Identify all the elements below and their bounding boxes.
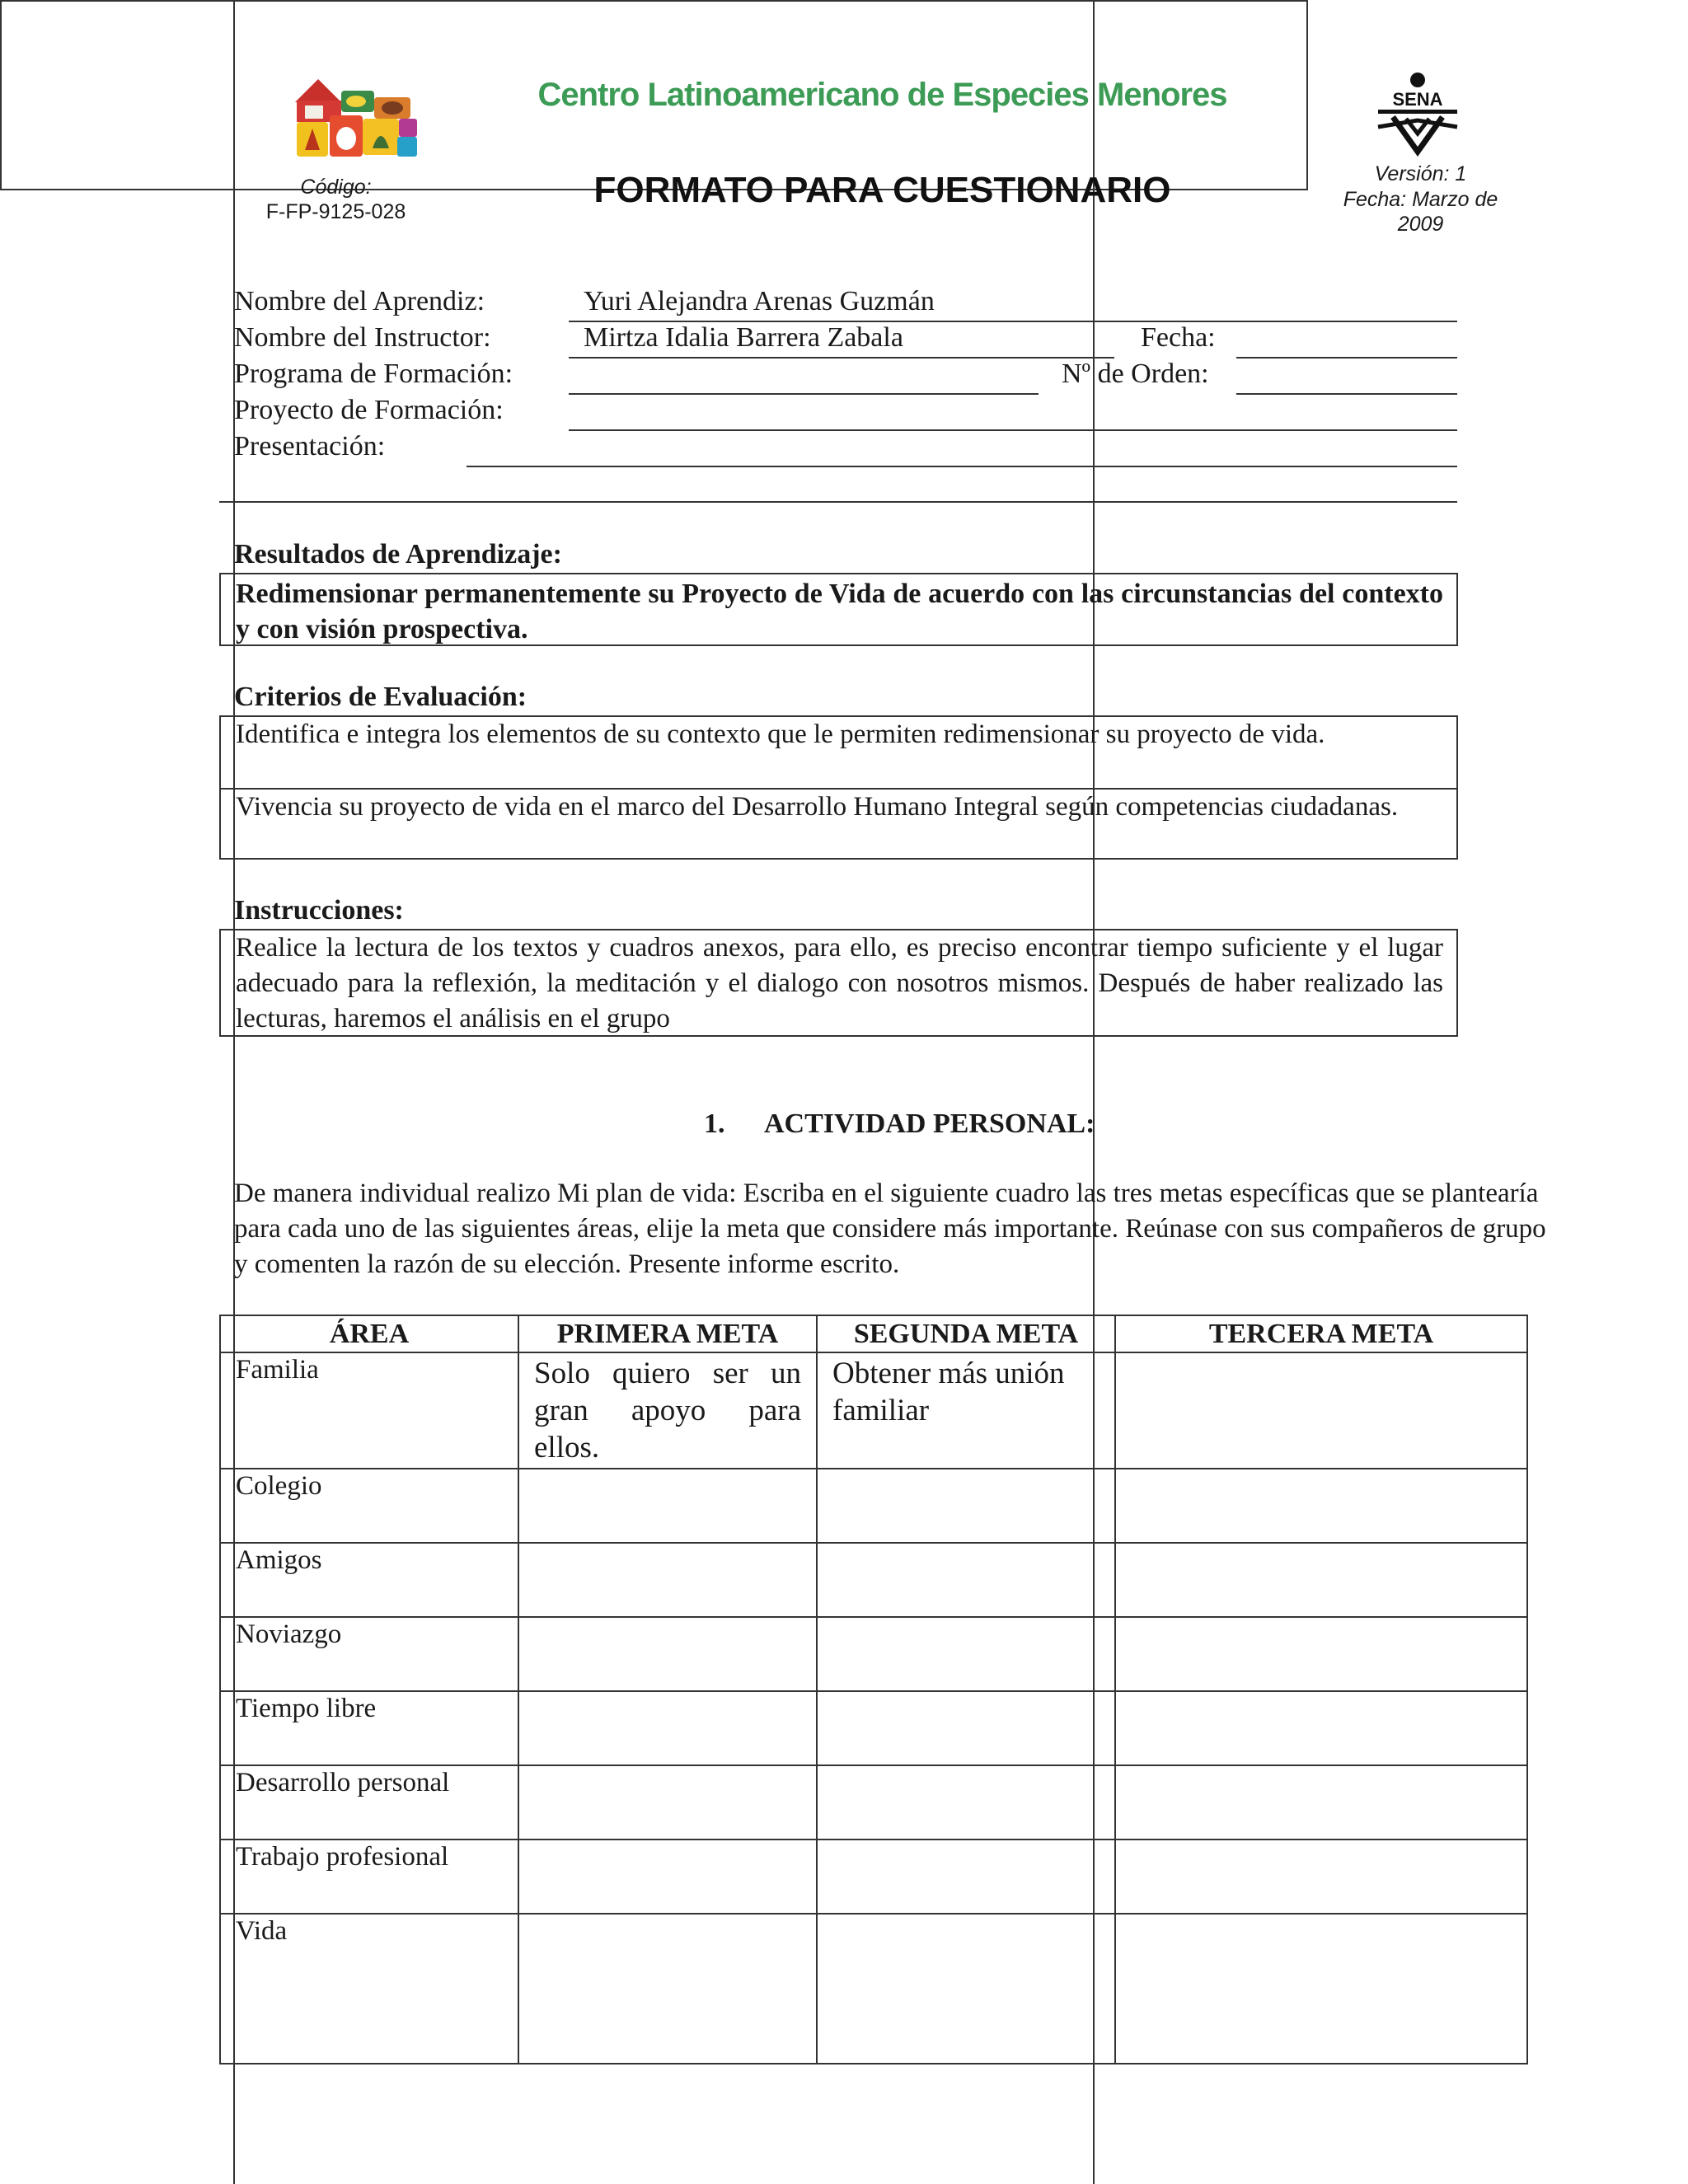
- presentation-line[interactable]: [467, 466, 1457, 467]
- header-third-goal: TERCERA META: [1115, 1315, 1527, 1352]
- first-goal-cell[interactable]: [518, 1691, 817, 1765]
- area-cell: Noviazgo: [220, 1617, 518, 1691]
- order-line[interactable]: [1236, 393, 1457, 395]
- criteria-box: [219, 715, 1458, 860]
- activity-description: De manera individual realizo Mi plan de vida: Escriba en el siguiente cuadro las tres metas específicas que se plantearía para cada uno de las siguientes áreas, elije la meta que considere más importante. Reúnase con sus compañeros de grupo y comenten la razón de su elección. Presente informe escrito.: [234, 1179, 1546, 1279]
- program-line[interactable]: [569, 393, 1039, 395]
- second-goal-cell[interactable]: [817, 1469, 1115, 1543]
- area-cell: Colegio: [220, 1469, 518, 1543]
- area-cell: Desarrollo personal: [220, 1765, 518, 1840]
- table-header-row: [220, 1315, 1527, 1352]
- code-label: Código:: [300, 176, 372, 199]
- sena-logo-icon: [1368, 69, 1467, 157]
- date-field-label: Fecha:: [1141, 322, 1216, 353]
- criteria-item-2: Vivencia su proyecto de vida en el marco del Desarrollo Humano Integral según competencias ciudadanas.: [236, 792, 1399, 822]
- project-label: Proyecto de Formación:: [234, 395, 504, 425]
- header-first-goal: PRIMERA META: [518, 1315, 817, 1352]
- criteria-item-1: Identifica e integra los elementos de su contexto que le permiten redimensionar su proyecto de vida.: [236, 719, 1325, 749]
- first-goal-cell[interactable]: [518, 1840, 817, 1914]
- instructions-text: Realice la lectura de los textos y cuadros anexos, para ello, es preciso encontrar tiempo suficiente y el lugar adecuado para la reflexión, la meditación y el dialogo con nosotros mismos. Después de haber realizado las lecturas, haremos el análisis en el grupo: [236, 933, 1443, 1033]
- table-row: [220, 1765, 1527, 1840]
- instructions-box: [219, 929, 1458, 1037]
- table-row: [220, 1691, 1527, 1765]
- instructor-line: [569, 357, 1114, 359]
- third-goal-cell[interactable]: [1115, 1914, 1527, 2064]
- version-label: Versión: 1: [1374, 162, 1467, 185]
- first-goal-cell[interactable]: [518, 1543, 817, 1617]
- second-goal-cell[interactable]: [817, 1765, 1115, 1840]
- first-goal-cell[interactable]: [518, 1469, 817, 1543]
- third-goal-cell[interactable]: [1115, 1765, 1527, 1840]
- third-goal-cell[interactable]: [1115, 1543, 1527, 1617]
- center-logo: [290, 71, 422, 170]
- form-title: FORMATO PARA CUESTIONARIO: [593, 170, 1171, 210]
- activity-title: ACTIVIDAD PERSONAL:: [764, 1108, 1095, 1139]
- second-goal-cell[interactable]: [817, 1617, 1115, 1691]
- goals-table: [219, 1315, 1528, 2064]
- date-field-line[interactable]: [1236, 357, 1457, 359]
- learning-results-heading: Resultados de Aprendizaje:: [234, 539, 562, 569]
- table-row: [220, 1352, 1527, 1469]
- first-goal-cell[interactable]: [518, 1914, 817, 2064]
- date-year: 2009: [1397, 213, 1444, 236]
- header-area: ÁREA: [220, 1315, 518, 1352]
- first-goal-cell[interactable]: [518, 1765, 817, 1840]
- code-value: F-FP-9125-028: [265, 200, 406, 223]
- activity-number: 1.: [704, 1108, 725, 1139]
- first-goal-cell[interactable]: [518, 1617, 817, 1691]
- third-goal-cell[interactable]: [1115, 1691, 1527, 1765]
- order-label: Nº de Orden:: [1062, 359, 1209, 389]
- program-label: Programa de Formación:: [234, 359, 513, 389]
- area-cell: Tiempo libre: [220, 1691, 518, 1765]
- instructor-value[interactable]: Mirtza Idalia Barrera Zabala: [584, 322, 903, 353]
- table-row: [220, 1469, 1527, 1543]
- third-goal-cell[interactable]: [1115, 1840, 1527, 1914]
- second-goal-cell[interactable]: [817, 1691, 1115, 1765]
- third-goal-cell[interactable]: [1115, 1352, 1527, 1469]
- organization-name: Centro Latinoamericano de Especies Menores: [537, 77, 1227, 113]
- table-row: [220, 1914, 1527, 2064]
- area-cell: Amigos: [220, 1543, 518, 1617]
- second-goal-cell[interactable]: [817, 1914, 1115, 2064]
- learning-results-box: [219, 573, 1458, 646]
- second-goal-cell[interactable]: [817, 1543, 1115, 1617]
- apprentice-label: Nombre del Aprendiz:: [234, 286, 485, 316]
- table-row: [220, 1543, 1527, 1617]
- table-row: [220, 1617, 1527, 1691]
- header-second-goal: SEGUNDA META: [817, 1315, 1115, 1352]
- apprentice-value[interactable]: Yuri Alejandra Arenas Guzmán: [584, 286, 935, 316]
- first-goal-cell[interactable]: Solo quiero ser un gran apoyo para ellos.: [518, 1352, 817, 1469]
- area-cell: Trabajo profesional: [220, 1840, 518, 1914]
- third-goal-cell[interactable]: [1115, 1617, 1527, 1691]
- instructor-label: Nombre del Instructor:: [234, 322, 491, 353]
- area-cell: Familia: [220, 1352, 518, 1469]
- learning-results-text: Redimensionar permanentemente su Proyecto de Vida de acuerdo con las circunstancias del contexto y con visión prospectiva.: [236, 579, 1443, 644]
- presentation-line-2[interactable]: [219, 501, 1457, 503]
- instructions-heading: Instrucciones:: [234, 895, 404, 926]
- header-left-cell: [0, 0, 235, 2184]
- table-row: [220, 1840, 1527, 1914]
- second-goal-cell[interactable]: Obtener más unión familiar: [817, 1352, 1115, 1469]
- second-goal-cell[interactable]: [817, 1840, 1115, 1914]
- criteria-heading: Criterios de Evaluación:: [234, 682, 528, 712]
- area-cell: Vida: [220, 1914, 518, 2064]
- sena-logo-text: SENA: [1392, 89, 1443, 110]
- third-goal-cell[interactable]: [1115, 1469, 1527, 1543]
- project-line[interactable]: [569, 429, 1457, 431]
- date-label: Fecha: Marzo de: [1343, 188, 1498, 211]
- presentation-label: Presentación:: [234, 431, 386, 462]
